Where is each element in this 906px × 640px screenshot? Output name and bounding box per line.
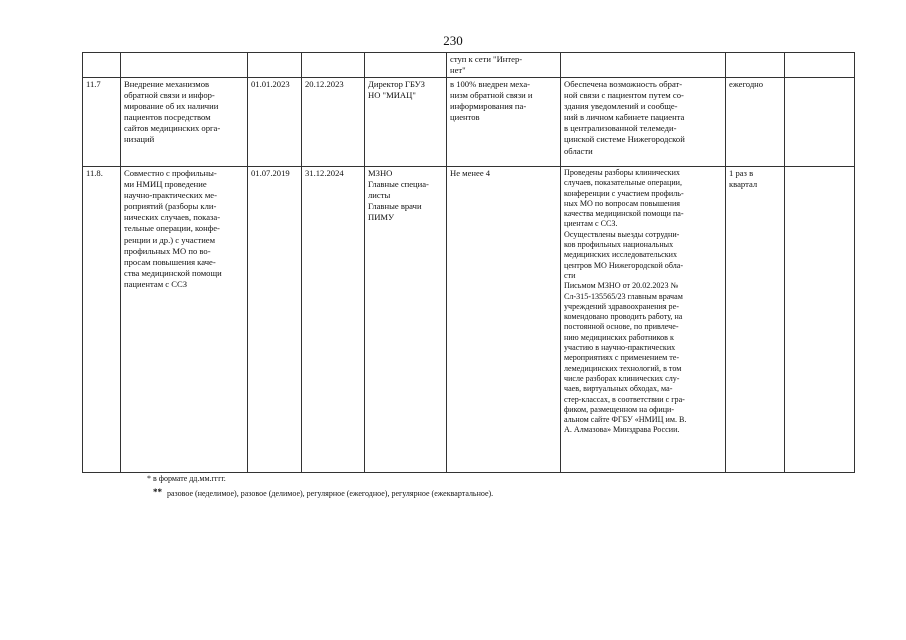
cell-end-date: 31.12.2024 xyxy=(302,167,365,473)
cell-empty xyxy=(83,53,121,78)
page-number: 230 xyxy=(443,33,463,48)
table-row xyxy=(83,78,855,167)
cell-start-date: 01.07.2019 xyxy=(248,167,302,473)
cell-indicator: Не менее 4 xyxy=(447,167,561,473)
cell-empty xyxy=(302,53,365,78)
cell-end-date: 20.12.2023 xyxy=(302,78,365,167)
cell-result: Обеспечена возможность обрат- ной связи с пациентом путем со- здания уведомлений и сообще- ний в личном кабинете пациента в централизованной телемеди- цинской системе Нижегородской области xyxy=(561,78,726,167)
cell-indicator: в 100% внедрен меха- низм обратной связи и информирования па- циентов xyxy=(447,78,561,167)
table-row-continuation xyxy=(83,53,855,78)
cell-empty xyxy=(726,53,785,78)
cell-responsible: МЗНО Главные специа- листы Главные врачи ПИМУ xyxy=(365,167,447,473)
footnote-marker: ** xyxy=(153,487,162,497)
cell-start-date: 01.01.2023 xyxy=(248,78,302,167)
cell-empty xyxy=(785,167,855,473)
cell-frequency: 1 раз в квартал xyxy=(726,167,785,473)
cell-activity: Внедрение механизмов обратной связи и инфор- мирование об их наличии пациентов посредством сайтов медицинских орга- низаций xyxy=(121,78,248,167)
footnote-date-format: * в формате дд.мм.гггг. xyxy=(147,474,226,483)
cell-empty xyxy=(785,78,855,167)
footnote-text: разовое (неделимое), разовое (делимое), регулярное (ежегодное), регулярное (ежеквартальное). xyxy=(167,489,494,498)
cell-activity: Совместно с профильны- ми НМИЦ проведение научно-практических ме- роприятий (разборы кли- нических случаев, показа- тельные операции, конфе- ренции и др.) с участием профильных МО по во- просам повышения каче- ства медицинской помощи пациентам с ССЗ xyxy=(121,167,248,473)
table-row xyxy=(83,167,855,473)
cell-empty xyxy=(121,53,248,78)
activity-table xyxy=(82,52,855,473)
cell-indicator: ступ к сети "Интер- нет" xyxy=(447,53,561,78)
cell-number: 11.8. xyxy=(83,167,121,473)
cell-frequency: ежегодно xyxy=(726,78,785,167)
cell-number: 11.7 xyxy=(83,78,121,167)
cell-empty xyxy=(248,53,302,78)
cell-empty xyxy=(365,53,447,78)
footnote-frequency xyxy=(153,487,493,498)
cell-result: Проведены разборы клинических случаев, показательные операции, конференции с участием профиль- ных МО по вопросам повышения качества медицинской помощи па- циентам с ССЗ. Осуществлены выезды сотрудни- ков профильных национальных медицинских исследовательских центров МО Нижегородской обла- сти Письмом МЗНО от 20.02.2023 № Сл-315-135565/23 главным врачам учреждений здравоохранения ре- комендовано проводить работу, на постоянной основе, по привлече- нию медицинских работников к участию в научно-практических мероприятиях с применением те- лемедицинских технологий, в том числе разборах клинических слу- чаев, виртуальных обходах, ма- стер-классах, в соответствии с гра- фиком, размещенном на офици- альном сайте ФГБУ «НМИЦ им. В. А. Алмазова» Минздрава России. xyxy=(561,167,726,473)
cell-empty xyxy=(561,53,726,78)
cell-responsible: Директор ГБУЗ НО "МИАЦ" xyxy=(365,78,447,167)
cell-empty xyxy=(785,53,855,78)
